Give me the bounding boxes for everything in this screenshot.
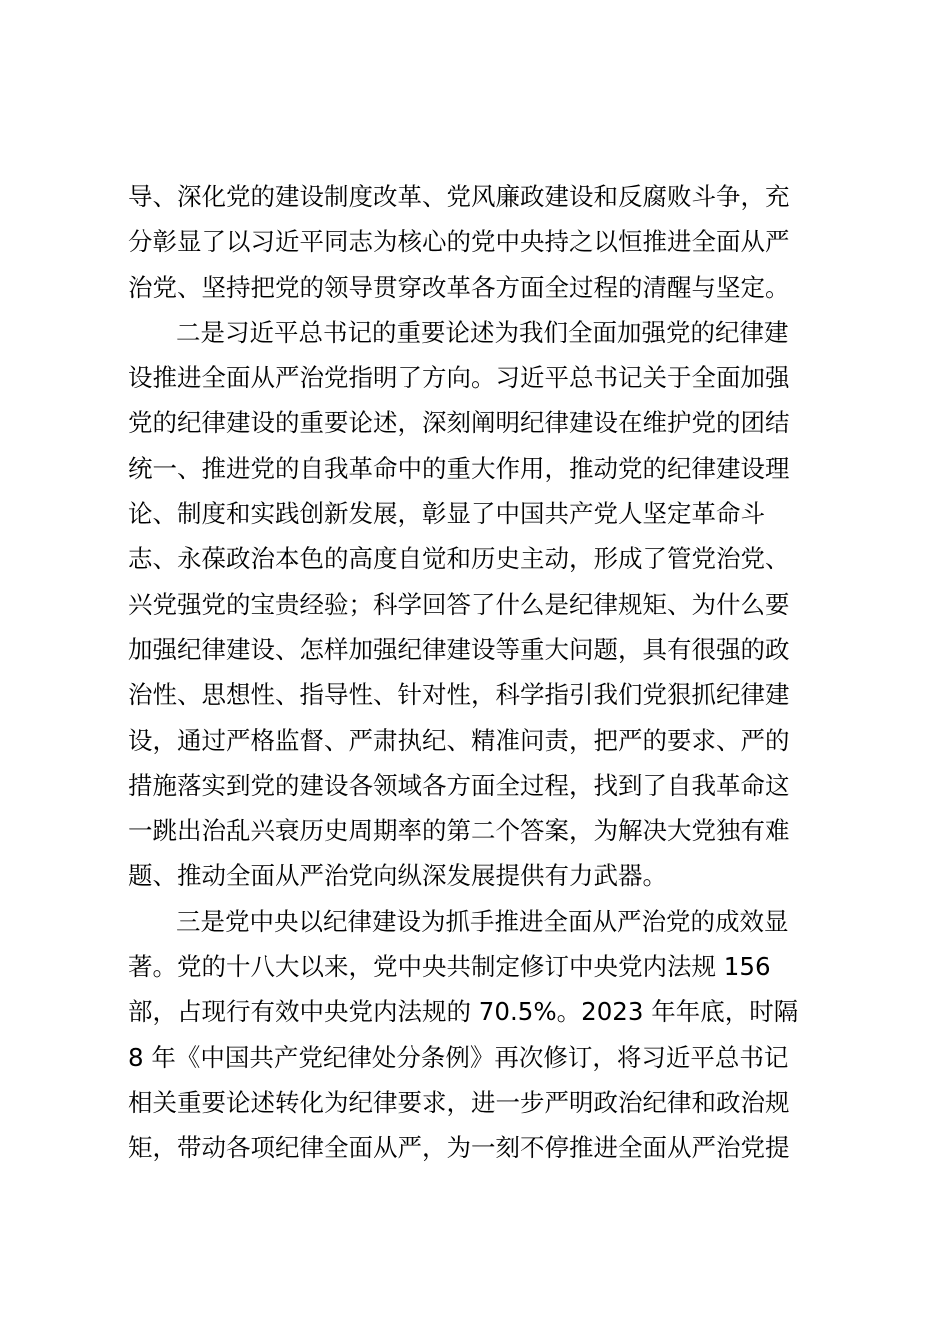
text-line: 加强纪律建设、怎样加强纪律建设等重大问题，具有很强的政 [128,634,790,664]
text-line: 设，通过严格监督、严肃执纪、精准问责，把严的要求、严的 [128,725,790,755]
paragraph-first-line: 二是习近平总书记的重要论述为我们全面加强党的纪律建 [176,317,789,347]
text-line: 相关重要论述转化为纪律要求，进一步严明政治纪律和政治规 [128,1087,790,1117]
text-line: 党的纪律建设的重要论述，深刻阐明纪律建设在维护党的团结 [128,408,790,438]
text-line: 治性、思想性、指导性、针对性，科学指引我们党狠抓纪律建 [128,680,790,710]
body-text [128,174,828,1171]
text-line: 著。党的十八大以来，党中央共制定修订中央党内法规 156 [128,952,771,982]
text-line: 分彰显了以习近平同志为核心的党中央持之以恒推进全面从严 [128,227,790,257]
text-line: 设推进全面从严治党指明了方向。习近平总书记关于全面加强 [128,363,790,393]
text-line: 措施落实到党的建设各领域各方面全过程，找到了自我革命这 [128,770,790,800]
text-line: 8 年《中国共产党纪律处分条例》再次修订，将习近平总书记 [128,1042,789,1072]
text-line: 论、制度和实践创新发展，彰显了中国共产党人坚定革命斗 [128,499,765,529]
paragraph-first-line: 三是党中央以纪律建设为抓手推进全面从严治党的成效显 [176,906,789,936]
text-line: 一跳出治乱兴衰历史周期率的第二个答案，为解决大党独有难 [128,816,790,846]
text-line: 统一、推进党的自我革命中的重大作用，推动党的纪律建设理 [128,453,790,483]
text-line: 部，占现行有效中央党内法规的 70.5%。2023 年年底，时隔 [128,997,799,1027]
text-line: 治党、坚持把党的领导贯穿改革各方面全过程的清醒与坚定。 [128,272,790,302]
text-line: 志、永葆政治本色的高度自觉和历史主动，形成了管党治党、 [128,544,790,574]
text-line: 矩，带动各项纪律全面从严，为一刻不停推进全面从严治党提 [128,1133,790,1163]
text-line: 导、深化党的建设制度改革、党风廉政建设和反腐败斗争，充 [128,182,790,211]
text-line: 兴党强党的宝贵经验；科学回答了什么是纪律规矩、为什么要 [128,589,790,619]
text-line: 题、推动全面从严治党向纵深发展提供有力武器。 [128,861,667,891]
